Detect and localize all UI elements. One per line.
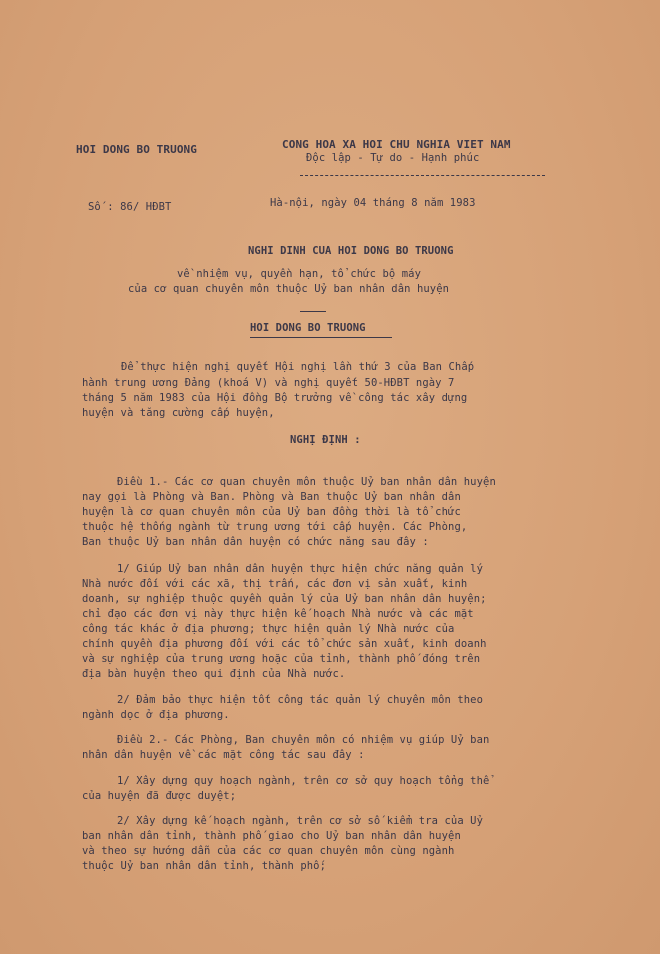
title-subject-line-2: của cơ quan chuyên môn thuộc Uỷ ban nhân dân huyện xyxy=(128,283,450,295)
article-2-item-1-line: 1/ Xây dựng quy hoạch ngành, trên cơ sở quy hoạch tổng thể xyxy=(117,775,490,787)
preamble-line: huyện và tăng cường cấp huyện, xyxy=(82,407,275,419)
title-subject-line-1: về nhiệm vụ, quyền hạn, tổ chức bộ máy xyxy=(177,268,422,280)
article-1-line: thuộc hệ thống ngành từ trung ương tới cấp huyện. Các Phòng, xyxy=(82,521,468,533)
document-title: NGHI DINH CUA HOI DONG BO TRUONG xyxy=(248,245,454,257)
document-number: Số : 86/ HĐBT xyxy=(88,201,172,213)
article-1-line: Điều 1.- Các cơ quan chuyên môn thuộc Uỷ ban nhân dân huyện xyxy=(117,476,496,488)
article-1-item-2-line: ngành dọc ở địa phương. xyxy=(82,709,230,721)
article-2-line: nhân dân huyện về các mặt công tác sau đây : xyxy=(82,749,365,761)
preamble-line: tháng 5 năm 1983 của Hội đồng Bộ trưởng về công tác xây dựng xyxy=(82,392,468,404)
article-2-line: Điều 2.- Các Phòng, Ban chuyên môn có nhiệm vụ giúp Uỷ ban xyxy=(117,734,490,746)
article-2-item-2-line: và theo sự hướng dẫn của các cơ quan chuyên môn cùng ngành xyxy=(82,845,455,857)
national-motto: Độc lập - Tự do - Hạnh phúc xyxy=(306,152,480,164)
issuing-body: HOI DONG BO TRUONG xyxy=(250,322,366,334)
country-name: CONG HOA XA HOI CHU NGHIA VIET NAM xyxy=(282,138,511,151)
place-and-date: Hà-nội, ngày 04 tháng 8 năm 1983 xyxy=(270,197,476,209)
agency-name: HOI DONG BO TRUONG xyxy=(76,143,198,156)
preamble-line: Để thực hiện nghị quyết Hội nghị lần thứ 3 của Ban Chấp xyxy=(121,361,475,373)
article-1-item-1-line: Nhà nước đối với các xã, thị trấn, các đơn vị sản xuất, kinh xyxy=(82,578,468,590)
article-1-line: huyện là cơ quan chuyên môn của Uỷ ban đồng thời là tổ chức xyxy=(82,506,461,518)
article-1-item-1-line: và sự nghiệp của trung ương hoặc của tỉnh, thành phố đóng trên xyxy=(82,653,481,665)
article-1-item-1-line: chỉ đạo các đơn vị này thực hiện kế hoạch Nhà nước và các mặt xyxy=(82,608,474,620)
article-2-item-1-line: của huyện đã được duyệt; xyxy=(82,790,237,802)
article-2-item-2-line: thuộc Uỷ ban nhân dân tỉnh, thành phố; xyxy=(82,860,327,872)
article-2-item-2-line: 2/ Xây dựng kế hoạch ngành, trên cơ sở số kiểm tra của Uỷ xyxy=(117,815,484,827)
article-1-item-1-line: 1/ Giúp Uỷ ban nhân dân huyện thực hiện chức năng quản lý xyxy=(117,563,484,575)
preamble-line: hành trung ương Đảng (khoá V) và nghị quyết 50-HĐBT ngày 7 xyxy=(82,377,455,389)
article-1-item-1-line: chính quyền địa phương đối với các tổ chức sản xuất, kinh doanh xyxy=(82,638,487,650)
article-1-line: nay gọi là Phòng và Ban. Phòng và Ban thuộc Uỷ ban nhân dân xyxy=(82,491,461,503)
article-2-item-2-line: ban nhân dân tỉnh, thành phố giao cho Uỷ ban nhân dân huyện xyxy=(82,830,461,842)
title-divider xyxy=(300,311,326,312)
article-1-item-2-line: 2/ Đảm bảo thực hiện tốt công tác quản lý chuyên môn theo xyxy=(117,694,484,706)
article-1-item-1-line: địa bàn huyện theo qui định của Nhà nước. xyxy=(82,668,346,680)
decree-heading: NGHỊ ĐỊNH : xyxy=(290,434,361,446)
article-1-line: Ban thuộc Uỷ ban nhân dân huyện có chức năng sau đây : xyxy=(82,536,429,548)
article-1-item-1-line: doanh, sự nghiệp thuộc quyền quản lý của Uỷ ban nhân dân huyện; xyxy=(82,593,487,605)
motto-divider xyxy=(300,175,545,176)
issuer-underline xyxy=(250,337,392,338)
article-1-item-1-line: công tác khác ở địa phương; thực hiện quản lý Nhà nước của xyxy=(82,623,455,635)
